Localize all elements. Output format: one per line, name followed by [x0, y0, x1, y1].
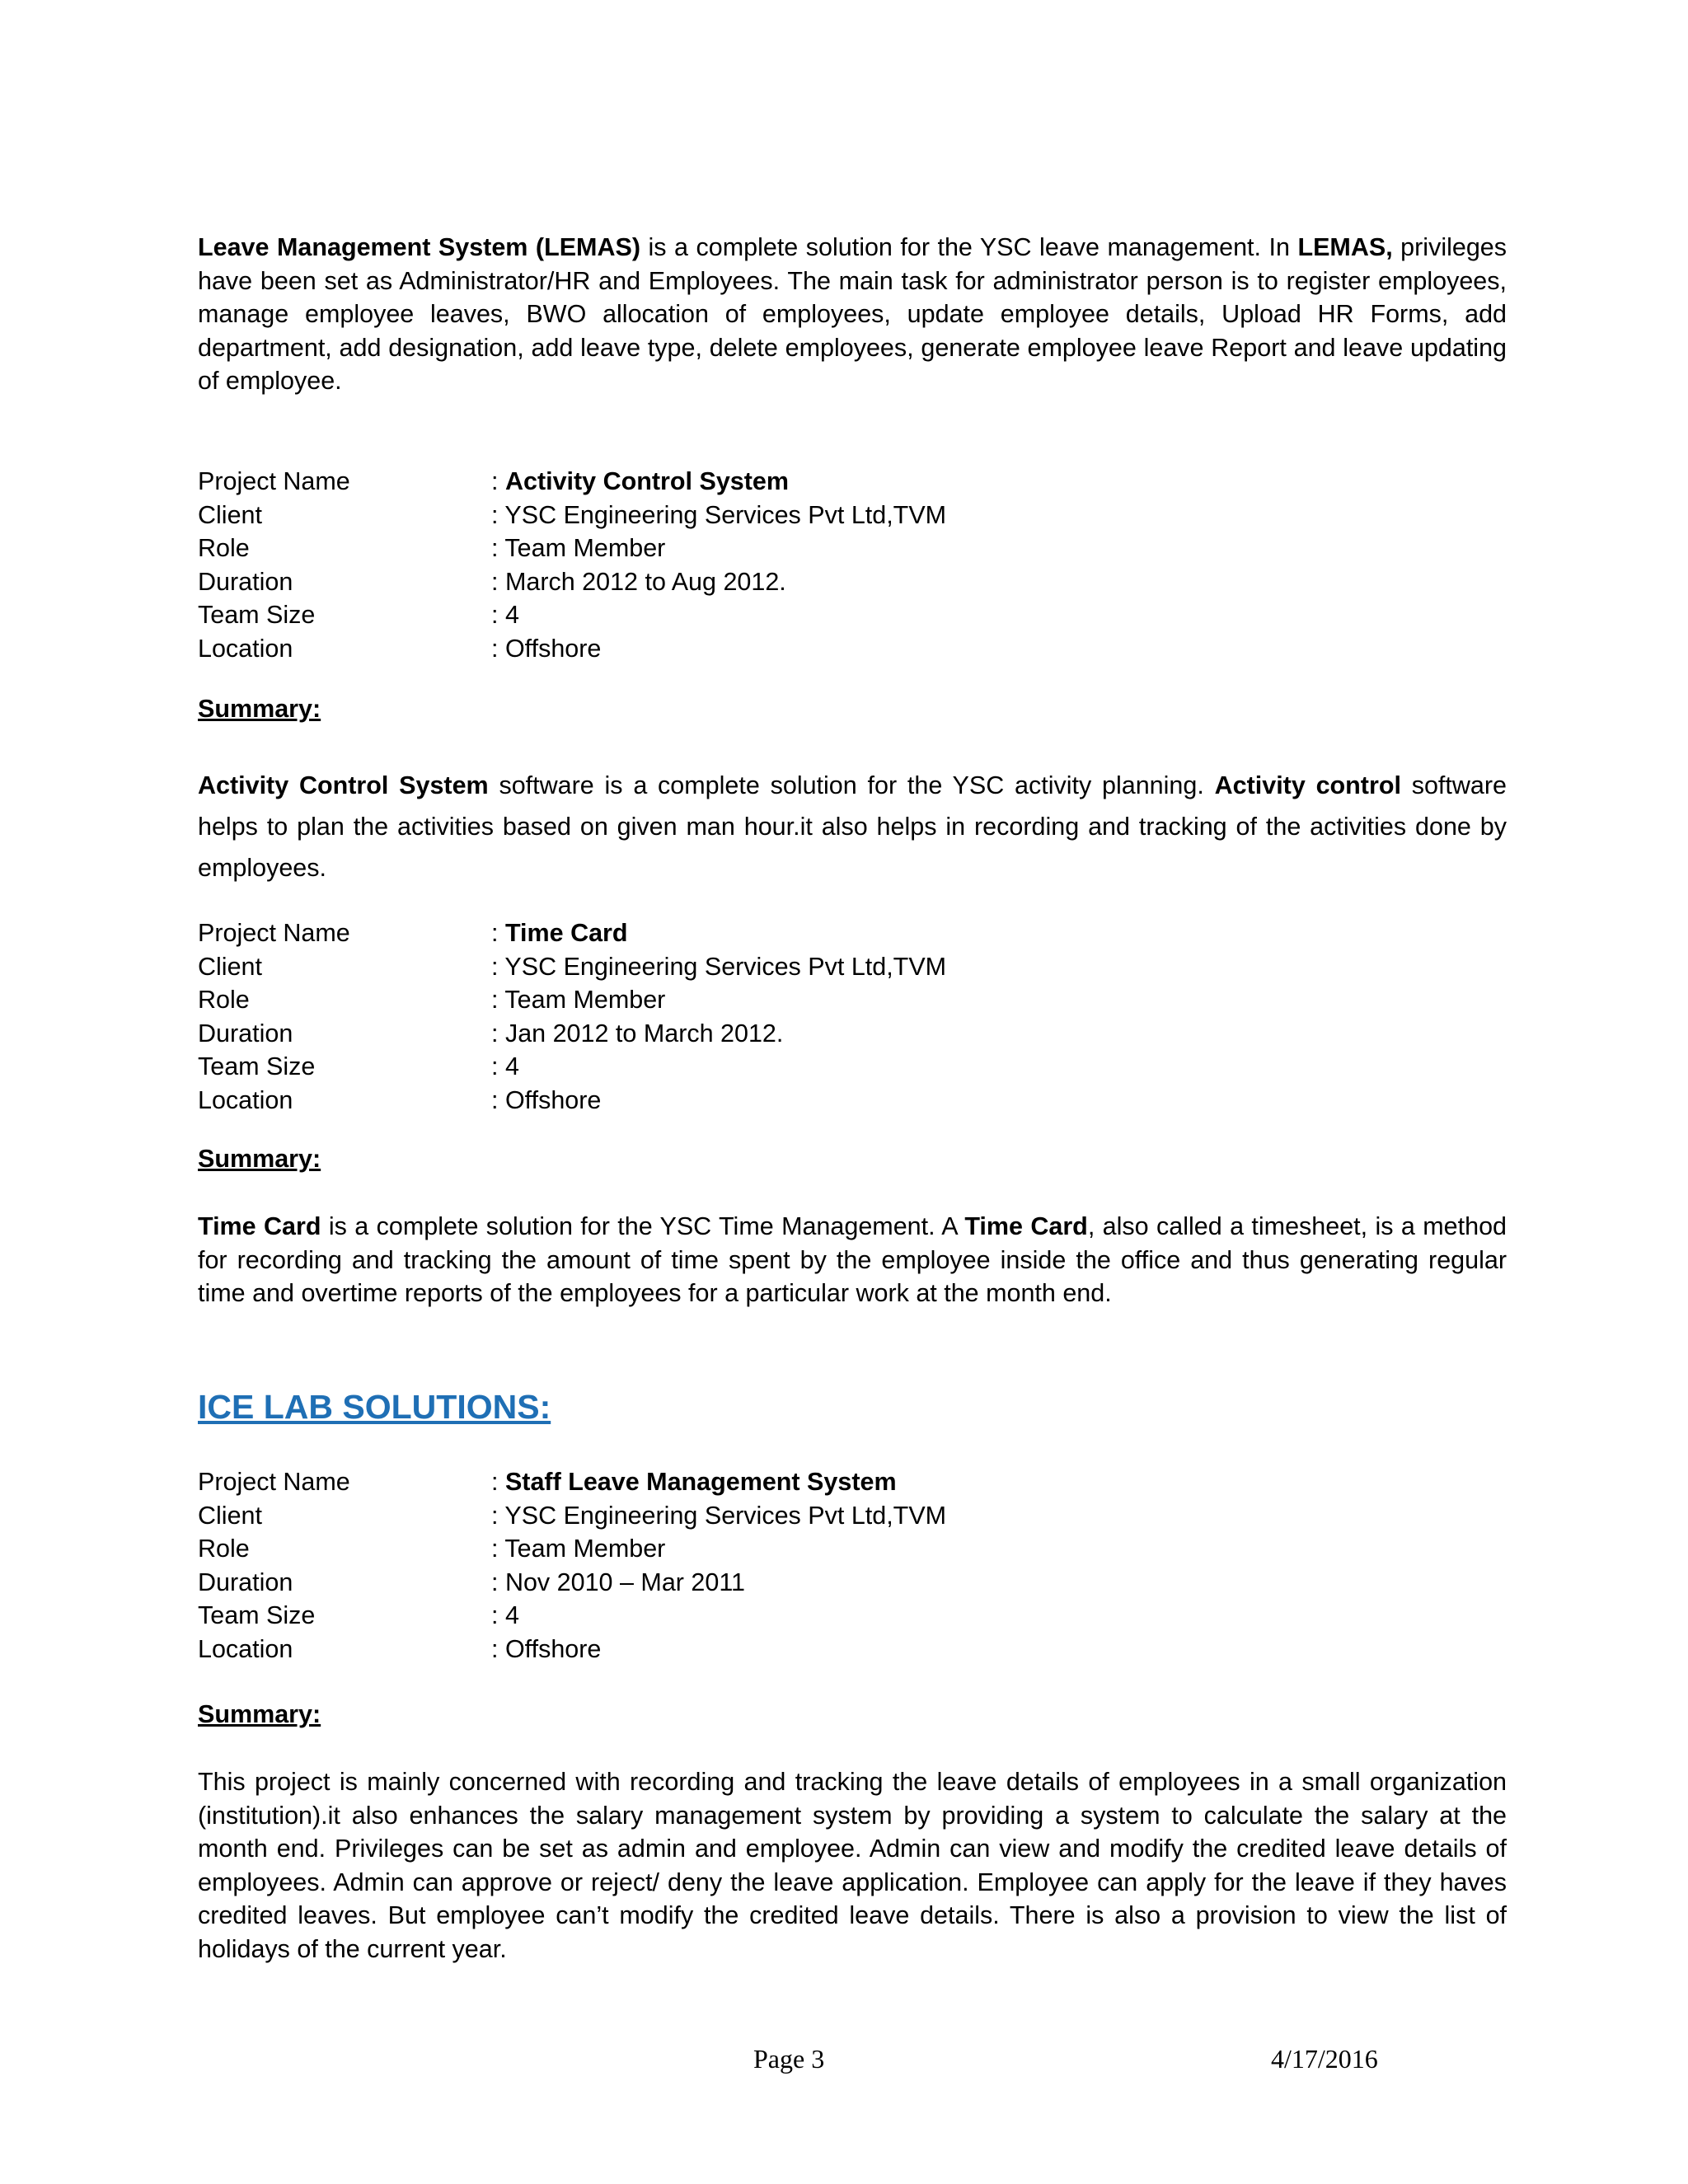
page-number: Page 3	[753, 2044, 825, 2074]
role-row	[198, 532, 1507, 565]
project-name-prefix: :	[491, 919, 505, 947]
duration-label: Duration	[198, 1019, 293, 1047]
acs-text-1: software is a complete solution for the YSC activity planning.	[488, 771, 1215, 799]
duration-row	[198, 1017, 1507, 1051]
client-row	[198, 950, 1507, 984]
project-name-label: Project Name	[198, 467, 350, 495]
project-name-row	[198, 465, 1507, 499]
location-label: Location	[198, 634, 293, 663]
summary-heading: Summary:	[198, 1700, 321, 1728]
client-label: Client	[198, 952, 262, 981]
client-row	[198, 1499, 1507, 1533]
location-label: Location	[198, 1634, 293, 1663]
tc-bold-2: Time Card	[964, 1212, 1088, 1240]
acs-bold-2: Activity control	[1214, 771, 1401, 799]
project-details-staff-leave	[198, 1465, 1507, 1666]
location-value: : Offshore	[491, 634, 602, 663]
duration-row	[198, 565, 1507, 599]
activity-control-summary-paragraph	[198, 765, 1507, 888]
project-name-bold: Time Card	[504, 919, 628, 947]
project-name-value	[491, 916, 628, 950]
tc-bold-1: Time Card	[198, 1212, 321, 1240]
duration-label: Duration	[198, 1568, 293, 1596]
client-value: : YSC Engineering Services Pvt Ltd,TVM	[491, 500, 947, 529]
lemas-summary-paragraph	[198, 231, 1507, 398]
duration-value: : Jan 2012 to March 2012.	[491, 1019, 784, 1047]
role-label: Role	[198, 986, 250, 1014]
project-details-time-card	[198, 916, 1507, 1117]
duration-row	[198, 1566, 1507, 1600]
team-size-value: : 4	[491, 1052, 519, 1080]
role-row	[198, 1532, 1507, 1566]
client-value: : YSC Engineering Services Pvt Ltd,TVM	[491, 952, 947, 981]
location-row	[198, 1084, 1507, 1118]
company-heading: ICE LAB SOLUTIONS:	[198, 1388, 551, 1426]
client-label: Client	[198, 1501, 262, 1530]
lemas-name-bold: LEMAS,	[1297, 233, 1393, 261]
time-card-summary-paragraph	[198, 1210, 1507, 1310]
summary-heading: Summary:	[198, 1145, 321, 1173]
location-row	[198, 632, 1507, 666]
project-name-bold: Activity Control System	[504, 467, 790, 495]
document-page	[198, 0, 1507, 2184]
lemas-title-bold: Leave Management System (LEMAS)	[198, 233, 640, 261]
role-row	[198, 983, 1507, 1017]
project-name-prefix: :	[491, 1468, 505, 1496]
client-row	[198, 499, 1507, 532]
lemas-text-2: privileges have been set as Administrator/HR and Employees. The main task for administrator person is to register employees, manage employee leaves, BWO allocation of employees, update employee details, Upload HR Forms, add department, add designation, add leave type, delete employees, generate employee leave Report and leave updating of employee.	[198, 233, 1507, 395]
role-value: : Team Member	[491, 1535, 666, 1563]
project-name-row	[198, 916, 1507, 950]
project-name-label: Project Name	[198, 1468, 350, 1496]
team-size-label: Team Size	[198, 1052, 316, 1080]
role-value: : Team Member	[491, 534, 666, 562]
duration-value: : March 2012 to Aug 2012.	[491, 567, 786, 596]
summary-heading: Summary:	[198, 695, 321, 723]
staff-leave-summary-paragraph: This project is mainly concerned with recording and tracking the leave details of employees in a small organization (institution).it also enhances the salary management system by providing a system to calculate the salary at the month end. Privileges can be set as admin and employee. Admin can view and modify the credited leave details of employees. Admin can approve or reject/ deny the leave application. Employee can apply for the leave if they haves credited leaves. But employee can’t modify the credited leave details. There is also a provision to view the list of holidays of the current year.	[198, 1768, 1507, 1963]
location-value: : Offshore	[491, 1634, 602, 1663]
client-value: : YSC Engineering Services Pvt Ltd,TVM	[491, 1501, 947, 1530]
team-size-value: : 4	[491, 1601, 519, 1629]
team-size-value: : 4	[491, 601, 519, 629]
role-label: Role	[198, 534, 250, 562]
team-size-label: Team Size	[198, 1601, 316, 1629]
project-details-activity-control	[198, 465, 1507, 665]
acs-bold-1: Activity Control System	[198, 771, 489, 799]
footer-date: 4/17/2016	[1271, 2044, 1378, 2074]
project-name-row	[198, 1465, 1507, 1499]
location-value: : Offshore	[491, 1085, 602, 1114]
client-label: Client	[198, 500, 262, 529]
acs-text-2: software helps to plan the activities based on given man hour.it also helps in recording and tracking of the activities done by employees.	[198, 771, 1507, 882]
duration-label: Duration	[198, 567, 293, 596]
project-name-label: Project Name	[198, 919, 350, 947]
duration-value: : Nov 2010 – Mar 2011	[491, 1568, 746, 1596]
team-size-label: Team Size	[198, 601, 316, 629]
project-name-value	[491, 1465, 897, 1499]
team-size-row	[198, 1050, 1507, 1084]
project-name-value	[491, 465, 789, 499]
lemas-text-1: is a complete solution for the YSC leave management. In	[640, 233, 1298, 261]
project-name-prefix: :	[491, 467, 505, 495]
role-value: : Team Member	[491, 986, 666, 1014]
location-row	[198, 1633, 1507, 1666]
project-name-bold: Staff Leave Management System	[504, 1468, 897, 1496]
team-size-row	[198, 1599, 1507, 1633]
location-label: Location	[198, 1085, 293, 1114]
team-size-row	[198, 598, 1507, 632]
role-label: Role	[198, 1535, 250, 1563]
tc-text-1: is a complete solution for the YSC Time Management. A	[321, 1212, 965, 1240]
tc-text-2: , also called a timesheet, is a method for recording and tracking the amount of time spent by the employee inside the office and thus generating regular time and overtime reports of the employees for a particular work at the month end.	[198, 1212, 1507, 1307]
